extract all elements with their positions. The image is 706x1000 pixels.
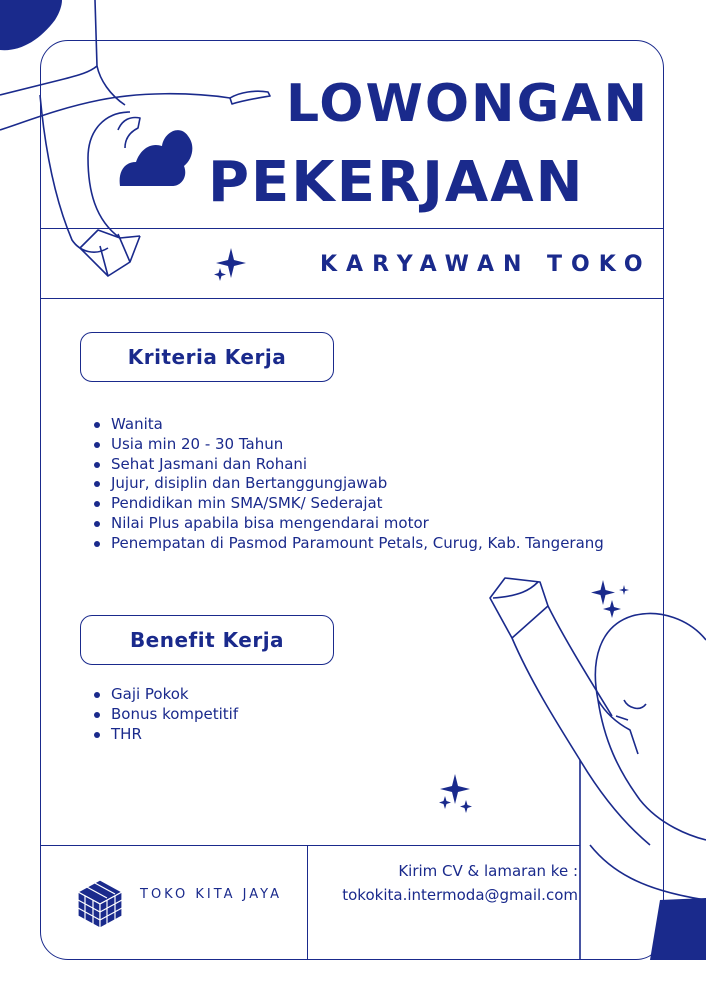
list-item: Pendidikan min SMA/SMK/ Sederajat xyxy=(91,494,604,514)
cube-logo-icon xyxy=(71,880,122,928)
sparkle-icon xyxy=(214,248,246,281)
contact-label: Kirim CV & lamaran ke : xyxy=(398,862,578,880)
sparkle-icon xyxy=(591,580,629,618)
list-item: Wanita xyxy=(91,415,604,435)
title-line-2: PEKERJAAN xyxy=(208,150,585,215)
list-item: Nilai Plus apabila bisa mengendarai motor xyxy=(91,514,604,534)
list-item: Jujur, disiplin dan Bertanggungjawab xyxy=(91,474,604,494)
list-item: Sehat Jasmani dan Rohani xyxy=(91,455,604,475)
company-name: TOKO KITA JAYA xyxy=(140,887,282,902)
list-item: THR xyxy=(91,725,238,745)
list-item: Penempatan di Pasmod Paramount Petals, Curug, Kab. Tangerang xyxy=(91,534,604,554)
criteria-list xyxy=(91,415,604,554)
subtitle: KARYAWAN TOKO xyxy=(320,252,652,277)
list-item: Gaji Pokok xyxy=(91,685,238,705)
top-illustration xyxy=(0,0,270,276)
benefits-heading: Benefit Kerja xyxy=(80,615,334,665)
sparkle-icon xyxy=(439,774,472,813)
list-item: Usia min 20 - 30 Tahun xyxy=(91,435,604,455)
list-item: Bonus kompetitif xyxy=(91,705,238,725)
title-line-1: LOWONGAN xyxy=(286,74,650,134)
benefits-list xyxy=(91,685,238,744)
contact-email[interactable]: tokokita.intermoda@gmail.com xyxy=(342,886,578,904)
criteria-heading: Kriteria Kerja xyxy=(80,332,334,382)
